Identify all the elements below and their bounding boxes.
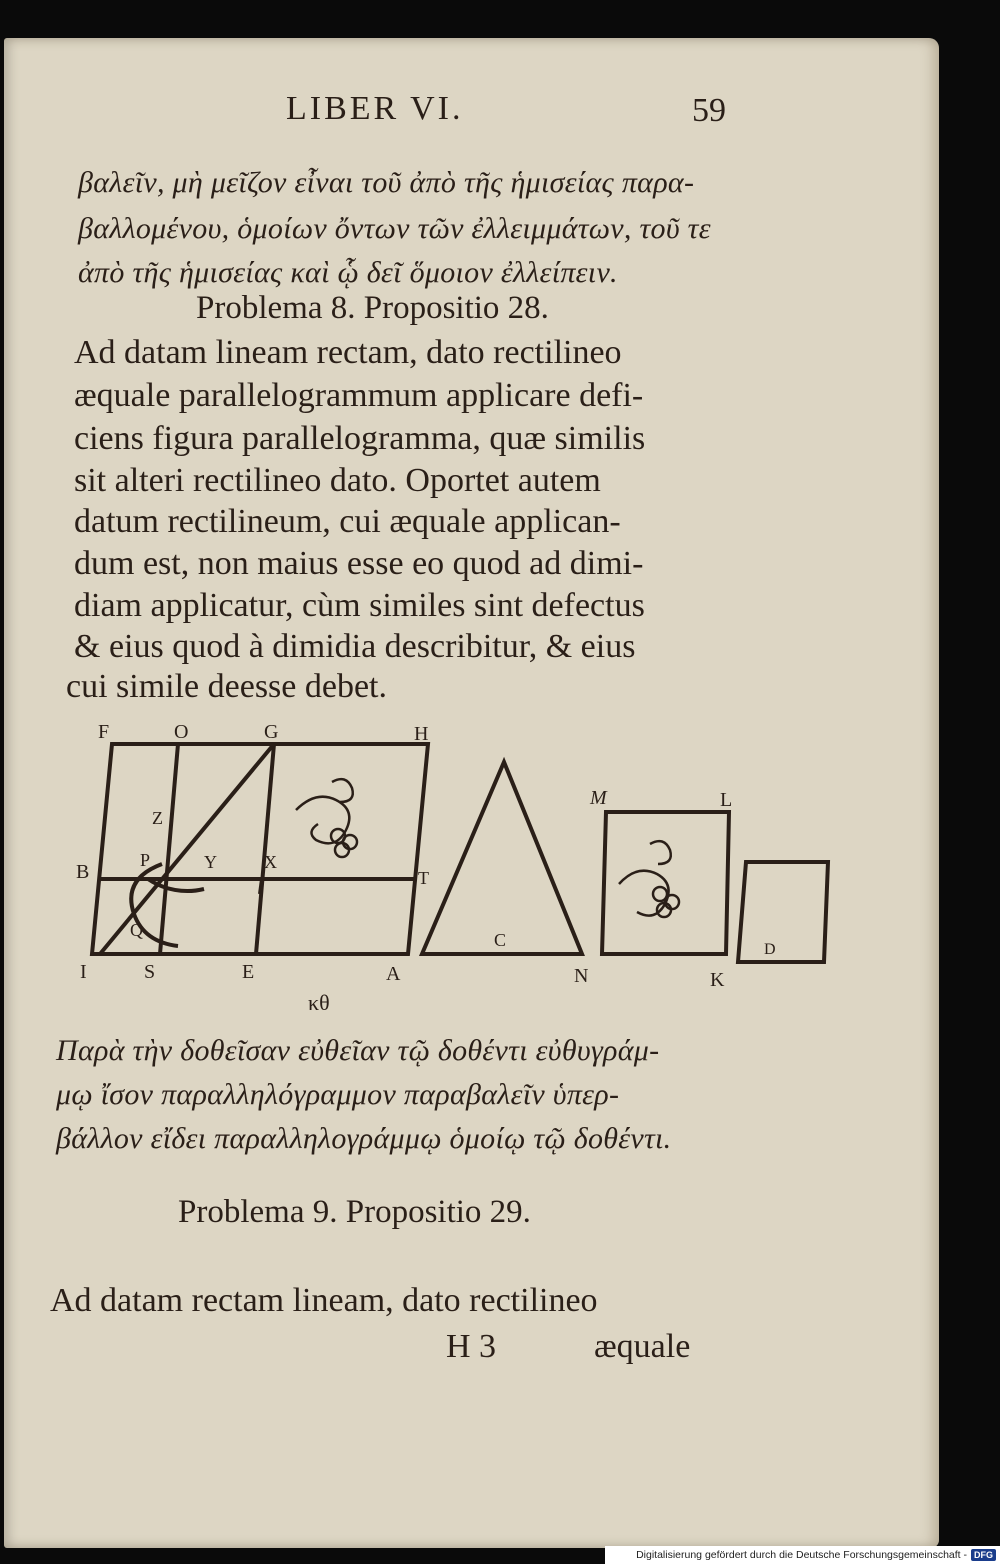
latin-line-4: sit alteri rectilineo dato. Oportet autem <box>74 462 601 499</box>
label-h: H <box>414 723 429 745</box>
proposition-29-heading: Problema 9. Propositio 29. <box>178 1194 531 1230</box>
diagram-figure-lines <box>92 744 828 962</box>
label-a: A <box>386 963 401 985</box>
label-y: Y <box>204 852 217 872</box>
label-s: S <box>144 961 156 983</box>
latin-line-2: æquale parallelogrammum applicare defi- <box>74 377 644 414</box>
catchword: æquale <box>594 1328 691 1365</box>
label-x: X <box>264 852 277 872</box>
greek-line-3: ἀπὸ τῆς ἡμισείας καὶ ᾧ δεῖ ὅμοιον ἐλλείπειν. <box>78 256 618 289</box>
proposition-28-heading: Problema 8. Propositio 28. <box>196 290 549 326</box>
dfg-logo: DFG <box>971 1549 996 1561</box>
label-e: E <box>242 961 255 983</box>
latin-line-9: cui simile deesse debet. <box>66 668 388 705</box>
running-header: LIBER VI. <box>286 90 464 127</box>
latin-line-8: & eius quod à dimidia describitur, & eius <box>74 628 636 665</box>
greek-bottom-line-3: βάλλον εἴδει παραλληλογράμμῳ ὁμοίῳ τῷ δοθέντι. <box>56 1122 672 1155</box>
geometric-diagram <box>74 714 854 1014</box>
label-t: T <box>418 868 429 888</box>
label-z: Z <box>152 808 163 828</box>
greek-bottom-line-1: Παρὰ τὴν δοθεῖσαν εὐθεῖαν τῷ δοθέντι εὐθυγράμ- <box>56 1034 660 1067</box>
signature-mark: H 3 <box>446 1328 497 1365</box>
greek-bottom-line-2: μῳ ἴσον παραλληλόγραμμον παραβαλεῖν ὑπερ- <box>56 1078 620 1111</box>
label-m: M <box>590 787 607 809</box>
label-g: G <box>264 721 279 743</box>
latin-29-line-1: Ad datam rectam lineam, dato rectilineo <box>50 1282 598 1319</box>
latin-line-7: diam applicatur, cùm similes sint defectus <box>74 587 645 624</box>
digitization-credit-text: Digitalisierung gefördert durch die Deutsche Forschungsgemeinschaft - <box>636 1549 967 1561</box>
label-k: K <box>710 969 725 991</box>
label-b: B <box>76 861 90 883</box>
latin-line-3: ciens figura parallelogramma, quæ similis <box>74 420 646 457</box>
latin-line-1: Ad datam lineam rectam, dato rectilineo <box>74 334 622 371</box>
digitization-credit-bar <box>605 1546 1000 1564</box>
label-p: P <box>140 850 151 870</box>
diagram-caption: κθ <box>308 990 330 1014</box>
label-l: L <box>720 789 733 811</box>
latin-line-5: datum rectilineum, cui æquale applican- <box>74 503 621 540</box>
label-c: C <box>494 930 507 950</box>
label-d: D <box>764 941 776 958</box>
label-f: F <box>98 721 110 743</box>
page-number: 59 <box>692 92 726 129</box>
greek-line-1: βαλεῖν, μὴ μεῖζον εἶναι τοῦ ἀπὸ τῆς ἡμισείας παρα- <box>78 166 695 199</box>
label-i: I <box>80 961 87 983</box>
label-q: Q <box>130 920 143 940</box>
label-n: N <box>574 965 589 987</box>
label-o: O <box>174 721 189 743</box>
latin-line-6: dum est, non maius esse eo quod ad dimi- <box>74 545 644 582</box>
greek-line-2: βαλλομένου, ὁμοίων ὄντων τῶν ἐλλειμμάτων, τοῦ τε <box>78 212 711 245</box>
